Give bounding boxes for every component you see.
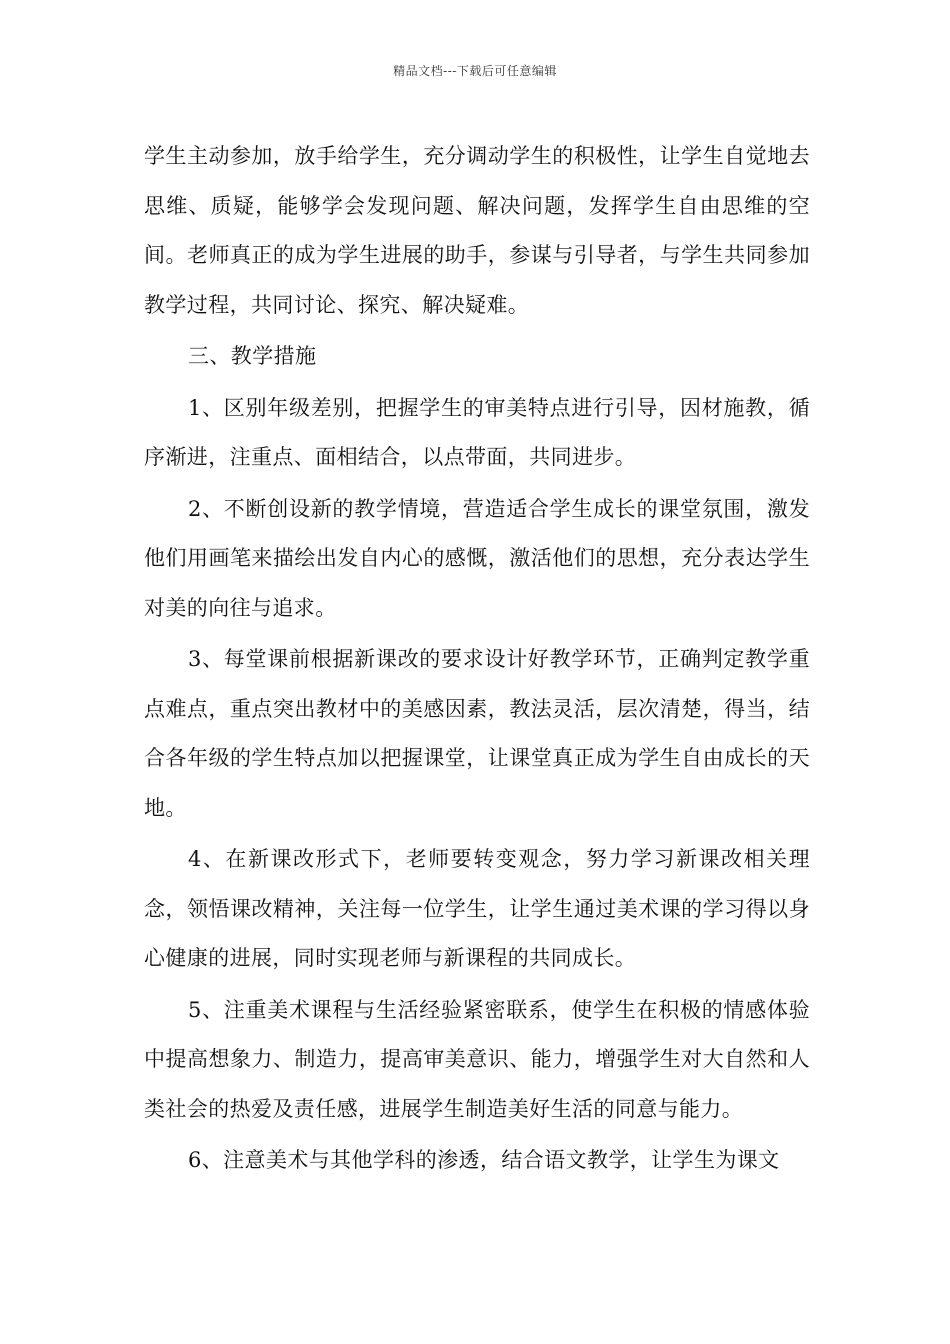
page-header: 精品文档---下载后可任意编辑 <box>393 64 557 78</box>
document-body <box>144 132 810 1188</box>
paragraph-item-5: 5、注重美术课程与生活经验紧密联系，使学生在积极的情感体验中提高想象力、制造力，提高审美意识、能力，增强学生对大自然和人类社会的热爱及责任感，进展学生制造美好生活的同意与能力。 <box>144 997 810 1121</box>
paragraph-item-3: 3、每堂课前根据新课改的要求设计好教学环节，正确判定教学重点难点，重点突出教材中的美感因素，教法灵活，层次清楚，得当，结合各年级的学生特点加以把握课堂，让课堂真正成为学生自由成长的天地。 <box>144 647 810 820</box>
paragraph-item-1: 1、区别年级差别，把握学生的审美特点进行引导，因材施教，循序渐进，注重点、面相结合，以点带面，共同进步。 <box>144 395 810 469</box>
paragraph-item-2: 2、不断创设新的教学情境，营造适合学生成长的课堂氛围，激发他们用画笔来描绘出发自内心的感慨，激活他们的思想，充分表达学生对美的向往与追求。 <box>144 496 810 620</box>
paragraph-continuation: 学生主动参加，放手给学生，充分调动学生的积极性，让学生自觉地去思维、质疑，能够学会发现问题、解决问题，发挥学生自由思维的空间。老师真正的成为学生进展的助手，参谋与引导者，与学生共同参加教学过程，共同讨论、探究、解决疑难。 <box>144 144 810 317</box>
paragraph-item-4: 4、在新课改形式下，老师要转变观念，努力学习新课改相关理念，领悟课改精神，关注每一位学生，让学生通过美术课的学习得以身心健康的进展，同时实现老师与新课程的共同成长。 <box>144 847 810 970</box>
paragraph-item-6: 6、注意美术与其他学科的渗透，结合语文教学，让学生为课文 <box>188 1148 780 1172</box>
section-heading: 三、教学措施 <box>188 344 317 368</box>
